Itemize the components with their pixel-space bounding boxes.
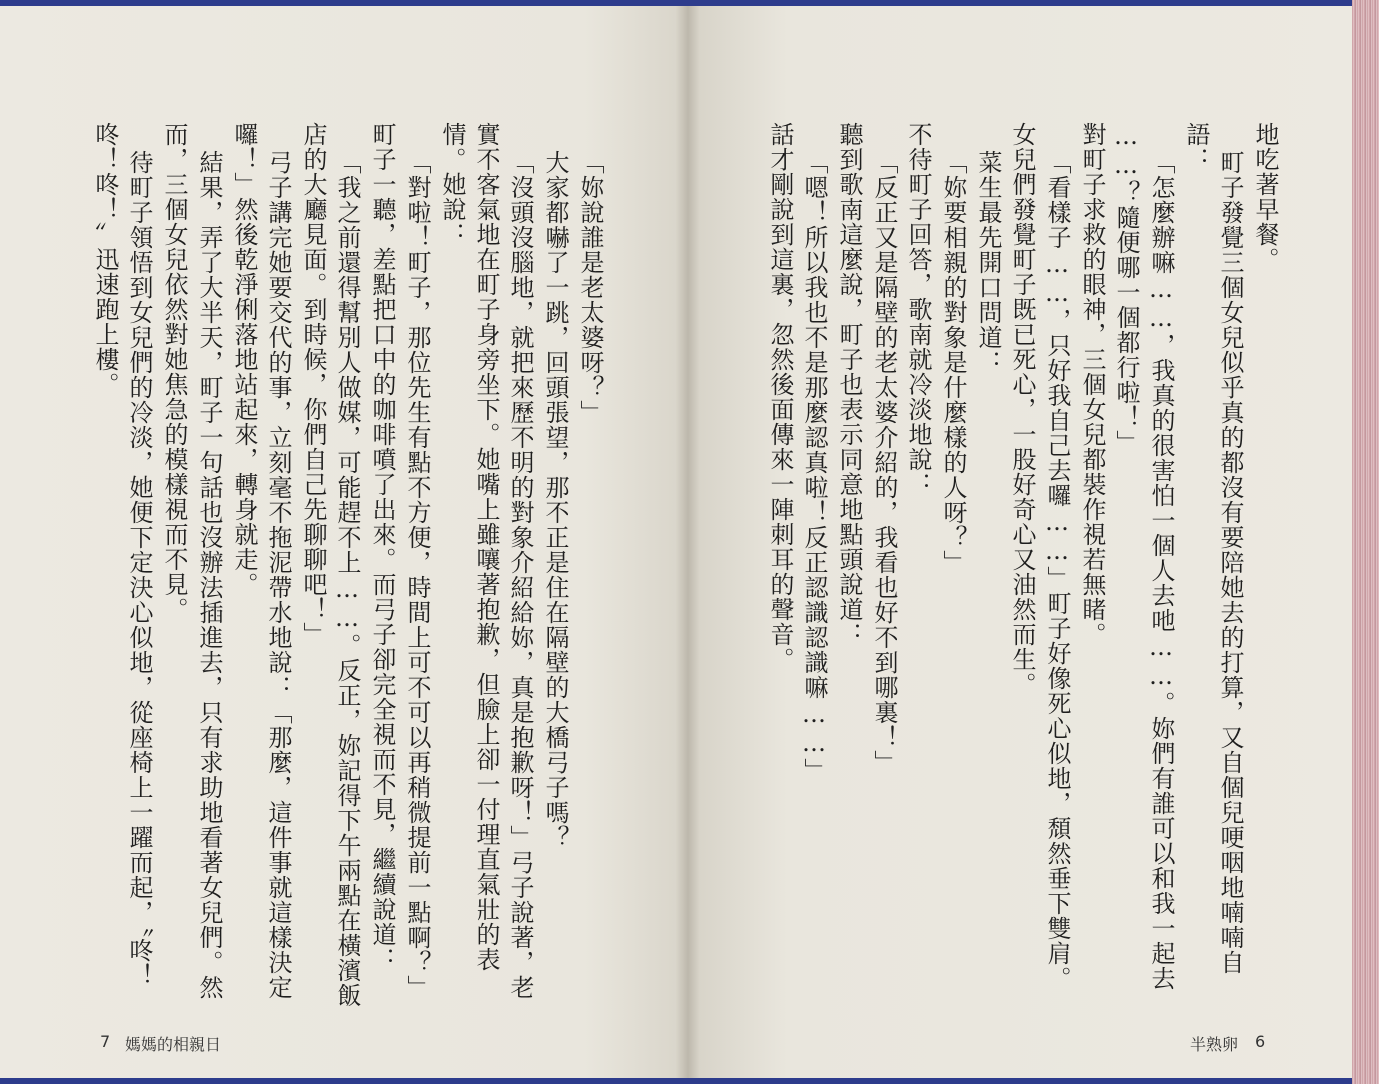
right-line-13: 聽到歌南這麼說，町子也表示同意地點頭說道： [835,122,863,647]
left-line-12: 結果，弄了大半天，町子一句話也沒辦法插進去，只有求助地看著女兒們。然 [195,150,223,1000]
right-line-4: 「怎麼辦嘛……，我真的很害怕一個人去吔……。妳們有誰可以和我一起去 [1147,150,1175,991]
right-line-9: 菜生最先開口問道： [974,150,1002,375]
left-line-15: 咚！咚！〞迅速跑上樓。 [91,122,119,397]
left-line-8: 「我之前還得幫別人做媒，可能趕不上……。反正，妳記得下午兩點在橫濱飯 [333,150,361,1008]
right-line-5: ……？隨便哪一個都行啦！」 [1112,122,1140,455]
right-line-14: 「嗯！所以我也不是那麼認真啦！反正認識認識嘛……」 [800,150,828,783]
right-line-3: 語： [1182,122,1210,172]
left-line-9: 店的大廳見面。到時候，你們自己先聊聊吧！」 [299,122,327,647]
right-line-2: 町子發覺三個女兒似乎真的都沒有要陪她去的打算，又自個兒哽咽地喃喃自 [1216,150,1244,975]
left-line-1: 「妳說誰是老太婆呀？」 [576,150,604,425]
left-line-14: 待町子領悟到女兒們的冷淡，她便下定決心似地，從座椅上一躍而起，〝咚！ [125,150,153,988]
left-line-4: 實不客氣地在町子身旁坐下。她嘴上雖嚷著抱歉，但臉上卻一付理直氣壯的表 [472,122,500,972]
left-line-3: 「沒頭沒腦地，就把來歷不明的對象介紹給妳，真是抱歉呀！」弓子說著，老 [506,150,534,1000]
right-running-title: 半熟卵 [1190,1035,1239,1054]
page-edges [1352,0,1379,1084]
right-line-10: 「妳要相親的對象是什麼樣的人呀？」 [939,150,967,575]
right-line-12: 「反正又是隔壁的老太婆介紹的，我看也好不到哪裏！」 [870,150,898,775]
left-line-13: 而，三個女兒依然對她焦急的模樣視而不見。 [160,122,188,622]
left-line-10: 弓子講完她要交代的事，立刻毫不拖泥帶水地說：「那麼，這件事就這樣決定 [264,150,292,1000]
left-line-6: 「對啦！町子，那位先生有點不方便，時間上可不可以再稍微提前一點啊？」 [403,150,431,1000]
right-page-number: 6 [1255,1032,1266,1051]
left-running-title: 媽媽的相親日 [125,1035,222,1054]
left-line-5: 情。她說： [438,122,466,247]
left-page-number: 7 [100,1032,111,1051]
right-line-8: 女兒們發覺町子既已死心，一股好奇心又油然而生。 [1008,122,1036,697]
book-gutter [676,6,700,1078]
right-line-11: 不待町子回答，歌南就冷淡地說： [904,122,932,497]
left-line-7: 町子一聽，差點把口中的咖啡噴了出來。而弓子卻完全視而不見，繼續說道： [368,122,396,972]
right-line-7: 「看樣子……，只好我自己去囉……」町子好像死心似地，頹然垂下雙肩。 [1043,150,1071,991]
left-line-11: 囉！」然後乾淨俐落地站起來，轉身就走。 [230,122,258,597]
right-line-6: 對町子求救的眼神，三個女兒都裝作視若無睹。 [1078,122,1106,647]
right-line-1: 地吃著早餐。 [1251,122,1279,272]
right-line-15: 話才剛說到這裏，忽然後面傳來一陣刺耳的聲音。 [766,122,794,672]
left-line-2: 大家都嚇了一跳，回頭張望，那不正是住在隔壁的大橋弓子嗎？ [541,150,569,850]
